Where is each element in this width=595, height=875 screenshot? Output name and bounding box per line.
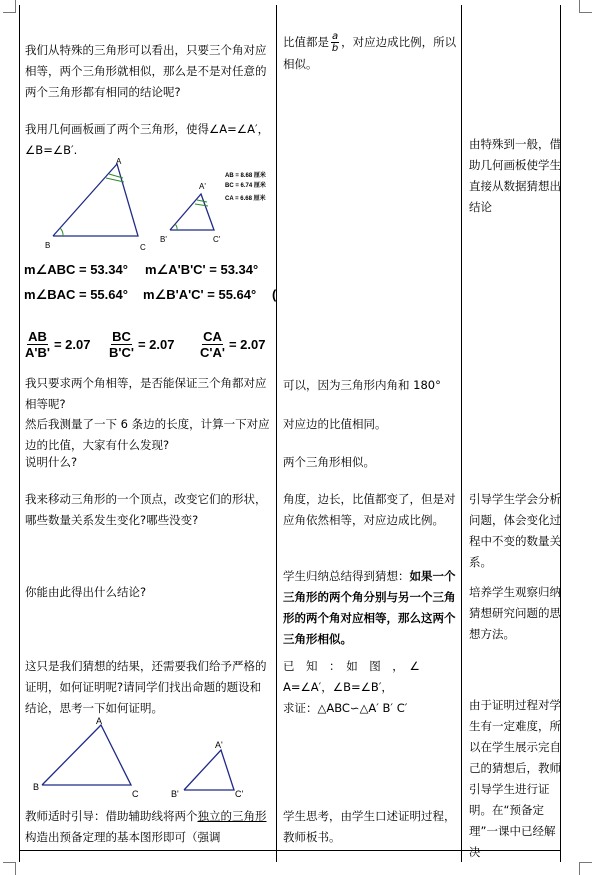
- col2-text-ratio: 比值都是 $\frac{a}{b}$ ，对应边成比例，所以相似。: [283, 31, 457, 71]
- triangle-figure-2: [25, 715, 265, 800]
- col1-text-conclusion: 你能由此得出什么结论?: [25, 585, 147, 599]
- col3-note-analyze: 引导学生学会分析问题，体会变化过程中不变的数量关系。: [469, 492, 561, 569]
- measure-angle-abc: m∠ABC = 53.34°: [24, 262, 128, 277]
- measure-angle-a2b2c2: m∠A'B'C' = 53.34°: [145, 262, 259, 277]
- vertex-label-B: B: [45, 241, 51, 250]
- ratio-ab: $\frac{AB}{A'B'}$ = 2.07: [25, 329, 91, 360]
- col2-text-conjecture: 学生归纳总结得到猜想：如果一个三角形的两个角分别与另一个三角形的两个角对应相等，那么这两个三角形相似。: [283, 569, 456, 646]
- table-border-left: [19, 5, 20, 862]
- col1-text-question: 我只要求两个角相等，是否能保证三个角都对应相等呢?: [25, 376, 267, 411]
- measure-ca: CA = 6.68 厘米: [225, 196, 266, 202]
- col1-text-measure: 然后我测量了一下 6 条边的长度，计算一下对应边的比值，大家有什么发现?: [25, 417, 270, 452]
- triangle-figure-1: [25, 158, 280, 258]
- page-corner-tr: [579, 0, 592, 13]
- measure-angle-b2a2c2: m∠B'A'C' = 55.64°: [143, 287, 257, 302]
- col2-text-changes: 角度，边长，比值都变了，但是对应角依然相等，对应边成比例。: [283, 492, 456, 527]
- vertex2-label-A2: A': [215, 740, 223, 750]
- vertex-label-A: A: [116, 158, 122, 166]
- col2-text-angle-sum: 可以，因为三角形内角和 180°: [283, 378, 441, 392]
- measure-ab: AB = 8.68 厘米: [225, 173, 266, 179]
- col1-text-proof: 这只是我们猜想的结果，还需要我们给予严格的证明，如何证明呢?请同学们找出命题的题设和结论，思考一下如何证明。: [25, 659, 267, 715]
- vertex-label-C2: C': [213, 235, 221, 244]
- col2-text-given: 已 知 ： 如 图 ， ∠ A=∠A′，∠B=∠B′， 求证：△ABC∽△A′ B′ C′: [283, 659, 420, 715]
- fraction-a-over-b: $\frac{a}{b}$: [331, 31, 339, 54]
- ratio-ca: $\frac{CA}{C'A'}$ = 2.07: [200, 329, 266, 360]
- page-corner-br: [579, 862, 592, 875]
- col1-text-meaning: 说明什么?: [25, 455, 78, 469]
- col1-text-drawing: 我用几何画板画了两个三角形，使得∠A=∠A′， ∠B=∠B′.: [25, 122, 270, 157]
- table-divider-2: [461, 5, 462, 862]
- col2-text-student-proof: 学生思考，由学生口述证明过程，教师板书。: [283, 809, 456, 844]
- ratio-bc: $\frac{BC}{B'C'}$ = 2.07: [109, 329, 175, 360]
- vertex2-label-B2: B': [171, 789, 179, 799]
- measure-bc: BC = 6.74 厘米: [225, 183, 266, 189]
- col1-text-teacher-guide: 教师适时引导：借助辅助线将两个独立的三角形构造出预备定理的基本图形即可（强调: [25, 809, 267, 844]
- vertex2-label-A: A: [96, 716, 103, 726]
- col3-note-proof-difficulty: 由于证明过程对学生有一定难度，所以在学生展示完自己的猜想后，教师引导学生进行证明。在“预备定理”一课中已经解决: [469, 698, 561, 859]
- col2-text-ratio-same: 对应边的比值相同。: [283, 417, 387, 431]
- vertex-label-B2: B': [160, 235, 167, 244]
- col3-note-special-to-general: 由特殊到一般，借助几何画板使学生直接从数据猜想出结论: [469, 137, 561, 214]
- vertex2-label-C2: C': [235, 789, 244, 799]
- col1-text-intro: 我们从特殊的三角形可以看出，只要三个角对应相等，两个三角形就相似，那么是不是对任意的两个三角形都有相同的结论呢?: [25, 43, 267, 99]
- page-corner-bl: [3, 862, 16, 875]
- vertex-label-A2: A': [199, 182, 206, 191]
- vertex-label-C: C: [140, 243, 146, 252]
- col3-note-induction: 培养学生观察归纳猜想研究问题的思想方法。: [469, 585, 561, 641]
- table-divider-1: [276, 5, 277, 862]
- vertex2-label-B: B: [33, 782, 40, 792]
- col2-text-similar: 两个三角形相似。: [283, 455, 375, 469]
- measure-trailing-mark: (: [272, 287, 277, 302]
- measure-angle-bac: m∠BAC = 55.64°: [24, 287, 128, 302]
- vertex2-label-C: C: [132, 789, 139, 799]
- page-corner-tl: [3, 0, 16, 13]
- col1-text-move-vertex: 我来移动三角形的一个顶点，改变它们的形状，哪些数量关系发生变化?哪些没变?: [25, 492, 267, 527]
